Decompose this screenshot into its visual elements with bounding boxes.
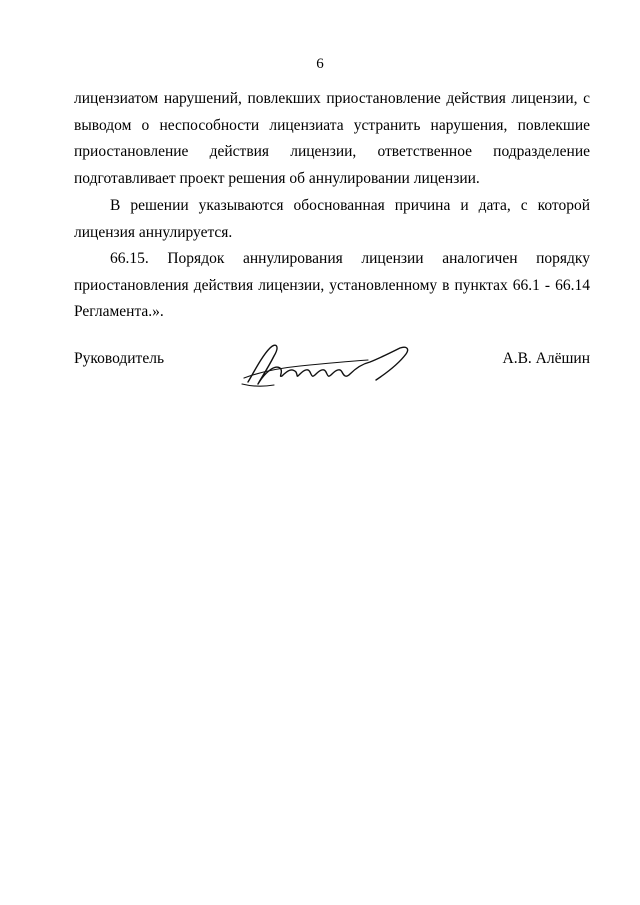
- paragraph-decision: В решении указываются обоснованная причина и дата, с которой лицензия аннулируется.: [74, 197, 590, 241]
- paragraph-violations: лицензиатом нарушений, повлекших приостановление действия лицензии, с выводом о неспособности лицензиата устранить нарушения, повлекшие приостановление действия лицензии, ответственное подразделение подготавливает проект решения об аннулировании лицензии.: [74, 90, 590, 187]
- signer-title: Руководитель: [74, 350, 165, 367]
- handwritten-signature: [240, 338, 420, 390]
- signer-name: А.В. Алёшин: [502, 350, 590, 367]
- signature-block: [74, 338, 590, 398]
- page-number: 6: [316, 56, 324, 72]
- paragraph-procedure: 66.15. Порядок аннулирования лицензии аналогичен порядку приостановления действия лицензии, установленному в пунктах 66.1 - 66.14 Регламента.».: [74, 250, 590, 320]
